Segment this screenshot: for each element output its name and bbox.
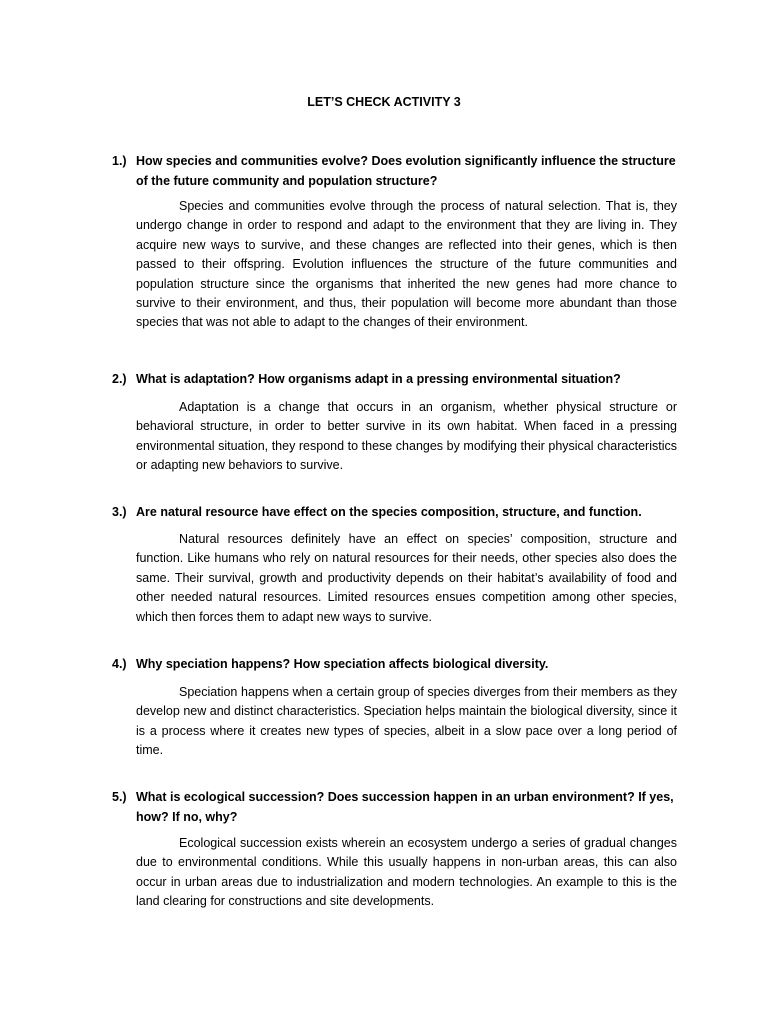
question-number: 3.) xyxy=(112,505,127,519)
document-title: LET’S CHECK ACTIVITY 3 xyxy=(307,95,461,109)
question-number: 4.) xyxy=(112,657,127,671)
answer-4: Speciation happens when a certain group of species diverges from their members as they develop new and distinct characteristics. Speciation helps maintain the biological diversity, since it is a process where it creates new types of species, albeit in a slow pace over a long period of time. xyxy=(136,685,677,758)
question-text: What is ecological succession? Does succession happen in an urban environment? If yes, how? If no, why? xyxy=(136,790,674,824)
answer-1: Species and communities evolve through the process of natural selection. That is, they undergo change in order to respond and adapt to the environment that they are living in. They acquire new ways to survive, and these changes are reflected into their genes, which is then passed to their offspring. Evolution influences the structure of the future communities and population structure since the organisms that inherited the new genes had more chance to survive to their environment, and thus, their population will become more abundant than those species that was not able to adapt to the changes of their environment. xyxy=(136,199,677,330)
question-number: 5.) xyxy=(112,790,127,804)
question-text: Are natural resource have effect on the species composition, structure, and function. xyxy=(136,505,642,519)
question-text: What is adaptation? How organisms adapt in a pressing environmental situation? xyxy=(136,372,621,386)
answer-3: Natural resources definitely have an effect on species’ composition, structure and function. Like humans who rely on natural resources for their needs, other species also does the same. Their survival, growth and productivity depends on their habitat’s availability of food and other needed natural resources. Limited resources ensues competition among other species, which then forces them to adapt new ways to survive. xyxy=(136,532,677,624)
question-text: Why speciation happens? How speciation affects biological diversity. xyxy=(136,657,549,671)
question-text: How species and communities evolve? Does evolution significantly influence the structure of the future community and population structure? xyxy=(136,154,676,188)
answer-2: Adaptation is a change that occurs in an organism, whether physical structure or behavioral structure, in order to better survive in its own habitat. When faced in a pressing environmental situation, they respond to these changes by modifying their physical characteristics or adapting new behaviors to survive. xyxy=(136,400,677,473)
answer-5: Ecological succession exists wherein an ecosystem undergo a series of gradual changes due to environmental conditions. While this usually happens in non-urban areas, this can also occur in urban areas due to industrialization and modern technologies. An example to this is the land clearing for constructions and site developments. xyxy=(136,836,677,909)
question-number: 2.) xyxy=(112,372,127,386)
question-number: 1.) xyxy=(112,154,127,168)
